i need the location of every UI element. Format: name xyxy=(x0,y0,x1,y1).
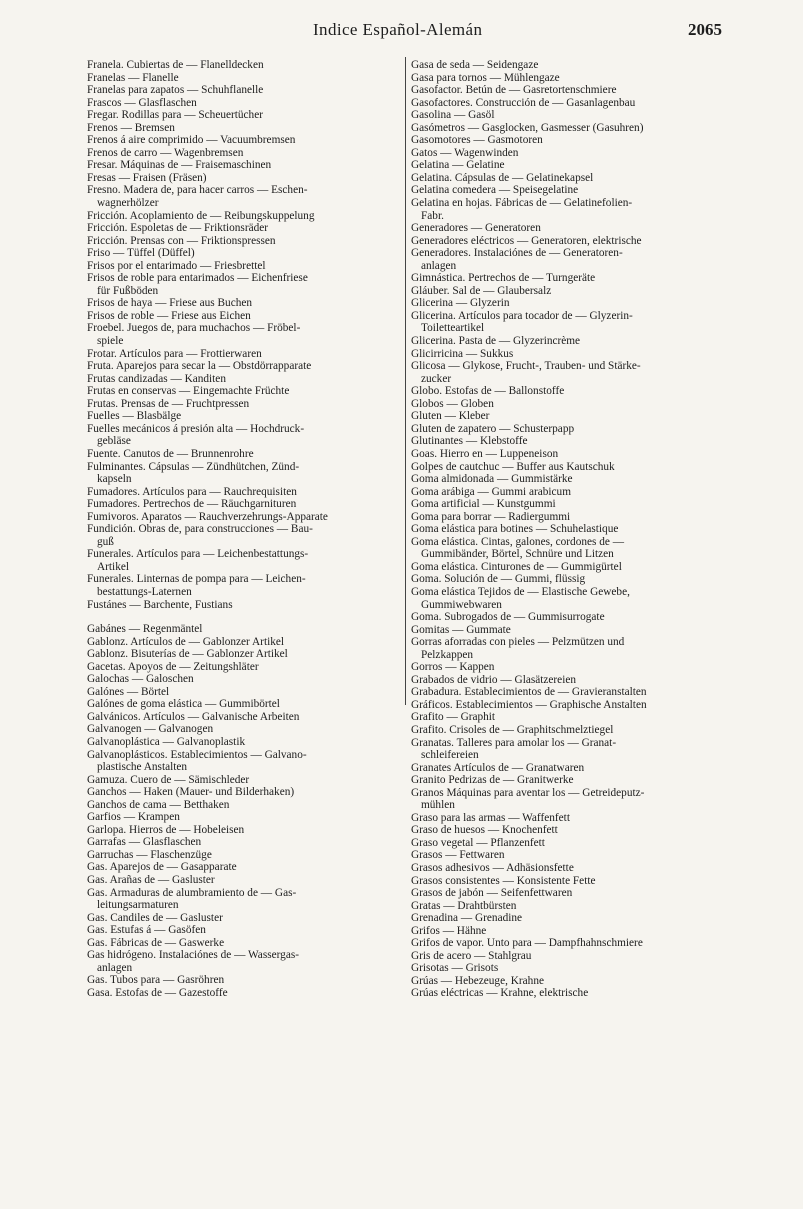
entry-text: Fundición. Obras de, para construcciones — Bau- xyxy=(87,523,313,536)
index-entry xyxy=(411,172,723,185)
index-entry xyxy=(411,511,723,524)
entry-text: Fumadores. Pertrechos de — Räuchgarnituren xyxy=(87,498,297,511)
entry-continuation: wagnerhölzer xyxy=(97,197,159,210)
index-entry xyxy=(87,799,399,812)
entry-text: Fumivoros. Aparatos — Rauchverzehrungs-Apparate xyxy=(87,510,328,523)
index-entry xyxy=(87,874,399,887)
entry-text: Gasa para tornos — Mühlengaze xyxy=(411,71,560,84)
entry-text: Galochas — Galoschen xyxy=(87,673,194,686)
entry-text: Grafito — Graphit xyxy=(411,711,496,724)
entry-text: Granates Artículos de — Granatwaren xyxy=(411,761,585,774)
index-entry xyxy=(87,673,399,686)
index-entry xyxy=(411,410,723,423)
index-entry xyxy=(87,887,399,912)
index-entry xyxy=(87,723,399,736)
index-entry xyxy=(411,674,723,687)
entry-text: Galónes de goma elástica — Gummibörtel xyxy=(87,698,280,711)
entry-text: Gris de acero — Stahlgrau xyxy=(411,949,532,962)
entry-text: Gluten de zapatero — Schusterpapp xyxy=(411,422,575,435)
index-entry xyxy=(411,222,723,235)
entry-text: Glicerina — Glyzerin xyxy=(411,297,510,310)
entry-text: Gasolina — Gasöl xyxy=(411,109,495,122)
entry-text: Galvanoplásticos. Establecimientos — Galvano- xyxy=(87,748,307,761)
index-entry xyxy=(87,698,399,711)
entry-text: Galvanogen — Galvanogen xyxy=(87,723,214,736)
entry-text: Fresar. Máquinas de — Fraisemaschinen xyxy=(87,159,272,172)
index-entry xyxy=(411,59,723,72)
index-entry xyxy=(411,335,723,348)
entry-text: Gablonz. Bisuterías de — Gablonzer Artikel xyxy=(87,648,288,661)
index-entry xyxy=(411,247,723,272)
index-entry xyxy=(411,134,723,147)
index-entry xyxy=(411,385,723,398)
index-entry xyxy=(411,348,723,361)
entry-text: Fuelles mecánicos á presión alta — Hochdruck- xyxy=(87,422,305,435)
entry-text: Gelatina — Gelatine xyxy=(411,159,505,172)
entry-text: Frisos por el entarimado — Friesbrettel xyxy=(87,259,266,272)
entry-text: Funerales. Artículos para — Leichenbestattungs- xyxy=(87,548,309,561)
index-entry xyxy=(411,925,723,938)
entry-continuation: bestattungs-Laternen xyxy=(97,585,192,598)
entry-text: Frotar. Artículos para — Frottierwaren xyxy=(87,347,262,360)
entry-text: Glicosa — Glykose, Frucht-, Trauben- und Stärke- xyxy=(411,360,641,373)
index-entry xyxy=(411,737,723,762)
entry-text: Gimnástica. Pertrechos de — Turngeräte xyxy=(411,272,596,285)
entry-text: Grifos — Hähne xyxy=(411,924,487,937)
entry-text: Frutas en conservas — Eingemachte Früchte xyxy=(87,385,290,398)
index-entry xyxy=(87,987,399,1000)
index-entry xyxy=(411,887,723,900)
index-entry xyxy=(87,861,399,874)
entry-text: Graso vegetal — Pflanzenfett xyxy=(411,836,545,849)
index-entry xyxy=(87,912,399,925)
column-divider xyxy=(405,57,406,705)
index-entry xyxy=(87,498,399,511)
entry-text: Gatos — Wagenwinden xyxy=(411,146,519,159)
index-entry xyxy=(87,599,399,612)
entry-text: Gacetas. Apoyos de — Zeitungshläter xyxy=(87,660,259,673)
index-entry xyxy=(87,297,399,310)
entry-text: Gláuber. Sal de — Glaubersalz xyxy=(411,284,552,297)
index-entry xyxy=(411,435,723,448)
entry-continuation: Fabr. xyxy=(421,209,444,222)
index-entry xyxy=(87,636,399,649)
index-entry xyxy=(87,235,399,248)
index-entry xyxy=(411,109,723,122)
entry-text: Fricción. Espoletas de — Friktionsräder xyxy=(87,222,269,235)
entry-text: Gas. Estufas á — Gasöfen xyxy=(87,924,206,937)
index-entry xyxy=(411,824,723,837)
index-entry xyxy=(87,97,399,110)
entry-continuation: guß xyxy=(97,535,114,548)
entry-text: Goma elástica. Cintas, galones, cordones de — xyxy=(411,535,625,548)
index-entry xyxy=(87,548,399,573)
entry-text: Goma arábiga — Gummi arabicum xyxy=(411,485,571,498)
index-entry xyxy=(411,398,723,411)
index-entry xyxy=(411,636,723,661)
entry-text: Froebel. Juegos de, para muchachos — Fröbel- xyxy=(87,322,301,335)
entry-text: Gasofactores. Construcción de — Gasanlagenbau xyxy=(411,96,636,109)
entry-text: Goma. Solución de — Gummi, flüssig xyxy=(411,573,586,586)
entry-text: Gasomotores — Gasmotoren xyxy=(411,134,543,147)
entry-text: Generadores — Generatoren xyxy=(411,222,541,235)
index-entry xyxy=(411,561,723,574)
entry-continuation: Gummibänder, Börtel, Schnüre und Litzen xyxy=(421,548,614,561)
index-entry xyxy=(87,348,399,361)
entry-text: Franela. Cubiertas de — Flanelldecken xyxy=(87,59,264,71)
index-entry xyxy=(411,461,723,474)
entry-text: Galvánicos. Artículos — Galvanische Arbeiten xyxy=(87,710,300,723)
index-entry xyxy=(411,423,723,436)
index-entry xyxy=(87,210,399,223)
entry-text: Globos — Globen xyxy=(411,397,494,410)
entry-text: Gelatina comedera — Speisegelatine xyxy=(411,184,579,197)
entry-text: Frisos de roble — Friese aus Eichen xyxy=(87,309,251,322)
entry-text: Glicerina. Artículos para tocador de — Glyzerin- xyxy=(411,309,633,322)
page-number: 2065 xyxy=(688,20,722,39)
entry-text: Garlopa. Hierros de — Hobeleisen xyxy=(87,823,245,836)
entry-text: Grenadina — Grenadine xyxy=(411,912,523,925)
index-entry xyxy=(87,786,399,799)
entry-text: Generadores eléctricos — Generatoren, elektrische xyxy=(411,234,642,247)
index-entry xyxy=(87,749,399,774)
entry-text: Gas. Arañas de — Gasluster xyxy=(87,874,215,886)
entry-continuation: anlagen xyxy=(97,961,133,974)
entry-text: Glutinantes — Klebstoffe xyxy=(411,435,528,448)
index-entry xyxy=(411,272,723,285)
index-entry xyxy=(87,172,399,185)
index-entry xyxy=(411,84,723,97)
index-entry xyxy=(87,310,399,323)
index-entry xyxy=(411,962,723,975)
index-entry xyxy=(87,811,399,824)
entry-text: Gelatina. Cápsulas de — Gelatinekapsel xyxy=(411,171,594,184)
entry-text: Goma elástica para botines — Schuhelastique xyxy=(411,523,619,536)
index-entry xyxy=(411,950,723,963)
index-entry xyxy=(411,699,723,712)
index-entry xyxy=(87,648,399,661)
index-entry xyxy=(411,624,723,637)
index-entry xyxy=(87,222,399,235)
index-entry xyxy=(87,461,399,486)
index-entry xyxy=(411,912,723,925)
entry-text: Gelatina en hojas. Fábricas de — Gelatinefolien- xyxy=(411,197,633,210)
entry-text: Ganchos de cama — Betthaken xyxy=(87,798,230,811)
index-entry xyxy=(87,849,399,862)
index-entry xyxy=(87,573,399,598)
index-entry xyxy=(87,109,399,122)
entry-text: Goma para borrar — Radiergummi xyxy=(411,510,571,523)
entry-text: Gas. Tubos para — Gasröhren xyxy=(87,974,225,987)
entry-text: Grúas eléctricas — Krahne, elektrische xyxy=(411,987,589,1000)
index-entry xyxy=(87,824,399,837)
index-entry xyxy=(411,486,723,499)
entry-text: Galvanoplástica — Galvanoplastik xyxy=(87,735,246,748)
entry-text: Granos Máquinas para aventar los — Getreideputz- xyxy=(411,786,645,799)
entry-text: Gas. Fábricas de — Gaswerke xyxy=(87,936,225,949)
index-entry xyxy=(411,360,723,385)
entry-continuation: leitungsarmaturen xyxy=(97,899,179,912)
index-entry xyxy=(87,84,399,97)
entry-continuation: anlagen xyxy=(421,259,457,272)
entry-text: Galónes — Börtel xyxy=(87,685,170,698)
index-entry xyxy=(411,573,723,586)
entry-text: Fricción. Prensas con — Friktionspressen xyxy=(87,234,276,247)
entry-text: Gas. Aparejos de — Gasapparate xyxy=(87,861,237,874)
index-entry xyxy=(411,498,723,511)
index-entry xyxy=(411,285,723,298)
entry-text: Gratas — Drahtbürsten xyxy=(411,899,517,912)
entry-text: Goma almidonada — Gummistärke xyxy=(411,473,573,486)
index-entry xyxy=(411,448,723,461)
index-entry xyxy=(87,247,399,260)
index-entry xyxy=(87,360,399,373)
index-entry xyxy=(411,900,723,913)
index-entry xyxy=(87,623,399,636)
entry-text: Gasómetros — Gasglocken, Gasmesser (Gasuhren) xyxy=(411,121,644,134)
index-entry xyxy=(87,974,399,987)
index-entry xyxy=(411,297,723,310)
entry-text: Fuente. Canutos de — Brunnenrohre xyxy=(87,447,254,460)
entry-text: Franelas para zapatos — Schuhflanelle xyxy=(87,84,264,97)
index-entry xyxy=(411,159,723,172)
entry-continuation: mühlen xyxy=(421,799,455,812)
index-entry xyxy=(411,310,723,335)
index-entry xyxy=(87,410,399,423)
entry-text: Granatas. Talleres para amolar los — Granat- xyxy=(411,736,617,749)
index-entry xyxy=(87,448,399,461)
entry-text: Glicirricina — Sukkus xyxy=(411,347,514,360)
page-header xyxy=(0,20,803,44)
entry-text: Frenos — Bremsen xyxy=(87,121,175,134)
entry-text: Grúas — Hebezeuge, Krahne xyxy=(411,974,544,987)
index-entry xyxy=(87,774,399,787)
index-entry xyxy=(87,184,399,209)
entry-text: Gasa. Estofas de — Gazestoffe xyxy=(87,986,228,999)
index-entry xyxy=(411,197,723,222)
entry-text: Frutas. Prensas de — Fruchtpressen xyxy=(87,397,250,410)
entry-text: Fustánes — Barchente, Fustians xyxy=(87,598,233,611)
index-entry xyxy=(87,260,399,273)
index-entry xyxy=(87,398,399,411)
index-entry xyxy=(87,59,399,72)
right-column xyxy=(411,59,723,1000)
index-entry xyxy=(87,924,399,937)
entry-text: Grasos adhesivos — Adhäsionsfette xyxy=(411,862,574,874)
entry-text: Graso de huesos — Knochenfett xyxy=(411,824,558,837)
index-entry xyxy=(411,72,723,85)
entry-text: Golpes de cautchuc — Buffer aus Kautschuk xyxy=(411,460,615,473)
entry-text: Gasofactor. Betún de — Gasretortenschmiere xyxy=(411,84,617,97)
index-entry xyxy=(87,134,399,147)
entry-text: Fumadores. Artículos para — Rauchrequisiten xyxy=(87,485,297,498)
entry-text: Fresno. Madera de, para hacer carros — Eschen- xyxy=(87,184,308,197)
entry-text: Garruchas — Flaschenzüge xyxy=(87,848,212,861)
entry-text: Funerales. Linternas de pompa para — Leichen- xyxy=(87,573,306,586)
index-entry xyxy=(411,724,723,737)
entry-continuation: gebläse xyxy=(97,435,131,448)
entry-continuation: spiele xyxy=(97,335,124,348)
entry-continuation: Gummiwebwaren xyxy=(421,598,502,611)
entry-text: Grabados de vidrio — Glasätzereien xyxy=(411,673,576,686)
entry-text: Fricción. Acoplamiento de — Reibungskuppelung xyxy=(87,209,315,222)
entry-text: Frutas candizadas — Kanditen xyxy=(87,372,226,385)
index-entry xyxy=(87,523,399,548)
index-entry xyxy=(87,159,399,172)
index-entry xyxy=(411,837,723,850)
entry-text: Gablonz. Artículos de — Gablonzer Artikel xyxy=(87,635,285,648)
index-entry xyxy=(87,272,399,297)
index-entry xyxy=(87,423,399,448)
index-entry xyxy=(411,122,723,135)
index-entry xyxy=(87,385,399,398)
entry-text: Goma elástica. Cinturones de — Gummigürtel xyxy=(411,560,622,573)
entry-text: Gamuza. Cuero de — Sämischleder xyxy=(87,773,250,786)
index-entry xyxy=(87,661,399,674)
entry-text: Gluten — Kleber xyxy=(411,410,490,423)
index-entry xyxy=(411,686,723,699)
index-entry xyxy=(411,611,723,624)
entry-text: Fregar. Rodillas para — Scheuertücher xyxy=(87,109,263,122)
index-entry xyxy=(411,536,723,561)
entry-text: Grifos de vapor. Unto para — Dampfhahnschmiere xyxy=(411,937,643,950)
index-entry xyxy=(411,774,723,787)
entry-text: Generadores. Instalaciónes de — Generatoren- xyxy=(411,247,623,260)
entry-text: Garrafas — Glasflaschen xyxy=(87,836,202,849)
entry-text: Gas. Candiles de — Gasluster xyxy=(87,911,223,924)
entry-text: Fuelles — Blasbälge xyxy=(87,410,182,423)
entry-text: Gas. Armaduras de alumbramiento de — Gas- xyxy=(87,886,297,899)
left-column xyxy=(87,59,399,999)
entry-text: Frenos á aire comprimido — Vacuumbremsen xyxy=(87,134,296,147)
entry-text: Frisos de roble para entarimados — Eichenfriese xyxy=(87,272,308,285)
entry-text: Frascos — Glasflaschen xyxy=(87,96,197,109)
index-entry xyxy=(411,812,723,825)
index-entry xyxy=(87,836,399,849)
entry-text: Goma artificial — Kunstgummi xyxy=(411,498,556,511)
entry-text: Garfios — Krampen xyxy=(87,811,180,824)
entry-text: Granito Pedrizas de — Granitwerke xyxy=(411,774,574,787)
entry-text: Franelas — Flanelle xyxy=(87,71,179,84)
entry-text: Gomitas — Gummate xyxy=(411,623,511,636)
entry-text: Goma. Subrogados de — Gummisurrogate xyxy=(411,611,605,624)
entry-text: Gas hidrógeno. Instalaciónes de — Wassergas- xyxy=(87,949,300,962)
entry-continuation: Toiletteartikel xyxy=(421,322,485,335)
entry-text: Grabadura. Establecimientos de — Gravieranstalten xyxy=(411,686,647,699)
entry-text: Gráficos. Establecimientos — Graphische Anstalten xyxy=(411,698,647,711)
index-entry xyxy=(411,586,723,611)
index-entry xyxy=(411,787,723,812)
entry-continuation: zucker xyxy=(421,372,452,385)
entry-text: Grasos — Fettwaren xyxy=(411,849,505,862)
index-entry xyxy=(411,862,723,875)
entry-text: Friso — Tüffel (Düffel) xyxy=(87,247,195,260)
entry-continuation: kapseln xyxy=(97,473,132,486)
entry-text: Fulminantes. Cápsulas — Zündhütchen, Zünd- xyxy=(87,460,300,473)
index-entry xyxy=(411,473,723,486)
index-entry xyxy=(87,937,399,950)
entry-text: Gorras aforradas con pieles — Pelzmützen und xyxy=(411,636,625,649)
index-entry xyxy=(411,711,723,724)
entry-text: Globo. Estofas de — Ballonstoffe xyxy=(411,385,565,398)
entry-text: Gasa de seda — Seidengaze xyxy=(411,59,539,71)
entry-continuation: schleifereien xyxy=(421,749,479,762)
index-entry xyxy=(87,486,399,499)
index-entry xyxy=(87,686,399,699)
index-entry xyxy=(411,147,723,160)
page-title: Indice Español-Alemán xyxy=(313,20,483,39)
entry-text: Goma elástica Tejidos de — Elastische Gewebe, xyxy=(411,585,630,598)
index-entry xyxy=(411,975,723,988)
index-entry xyxy=(411,849,723,862)
entry-text: Grasos consistentes — Konsistente Fette xyxy=(411,874,596,887)
entry-text: Glicerina. Pasta de — Glyzerincrème xyxy=(411,335,581,348)
index-entry xyxy=(411,97,723,110)
entry-text: Fresas — Fraisen (Fräsen) xyxy=(87,171,207,184)
index-entry xyxy=(87,72,399,85)
entry-continuation: für Fußböden xyxy=(97,284,159,297)
index-entry xyxy=(411,762,723,775)
entry-text: Ganchos — Haken (Mauer- und Bilderhaken) xyxy=(87,786,295,799)
entry-text: Grafito. Crisoles de — Graphitschmelztiegel xyxy=(411,723,614,736)
index-entry xyxy=(411,235,723,248)
entry-text: Gabánes — Regenmäntel xyxy=(87,623,203,636)
entry-text: Fruta. Aparejos para secar la — Obstdörrapparate xyxy=(87,360,312,373)
entry-text: Gorros — Kappen xyxy=(411,661,495,674)
index-entry xyxy=(87,949,399,974)
index-entry xyxy=(411,184,723,197)
entry-text: Frisos de haya — Friese aus Buchen xyxy=(87,297,253,310)
index-entry xyxy=(411,523,723,536)
index-entry xyxy=(87,373,399,386)
index-entry xyxy=(87,147,399,160)
entry-text: Graso para las armas — Waffenfett xyxy=(411,811,570,824)
index-entry xyxy=(411,661,723,674)
entry-text: Grisotas — Grisots xyxy=(411,962,499,975)
index-entry xyxy=(87,736,399,749)
index-entry xyxy=(87,122,399,135)
entry-text: Goas. Hierro en — Luppeneison xyxy=(411,447,559,460)
entry-text: Grasos de jabón — Seifenfettwaren xyxy=(411,887,573,900)
index-entry xyxy=(87,711,399,724)
index-entry xyxy=(411,937,723,950)
entry-continuation: Artikel xyxy=(97,560,129,573)
index-entry xyxy=(411,987,723,1000)
index-entry xyxy=(411,875,723,888)
entry-continuation: Pelzkappen xyxy=(421,648,474,661)
section-gap xyxy=(87,611,399,623)
index-entry xyxy=(87,511,399,524)
index-entry xyxy=(87,322,399,347)
entry-text: Frenos de carro — Wagenbremsen xyxy=(87,146,244,159)
entry-continuation: plastische Anstalten xyxy=(97,761,188,774)
